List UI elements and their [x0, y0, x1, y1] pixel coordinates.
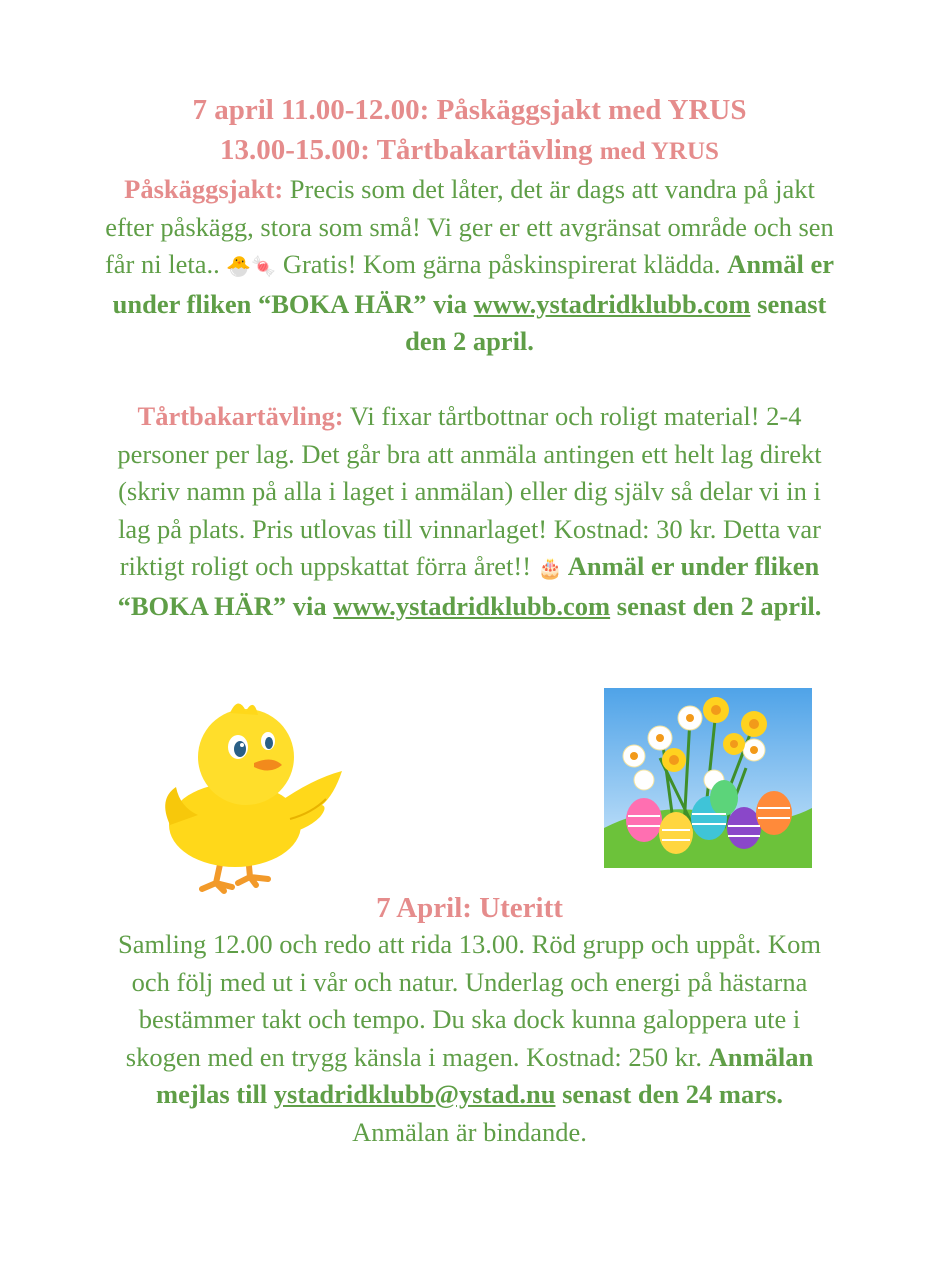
event1-deadline: senast den 2 april. [405, 288, 827, 356]
event2-deadline: senast den 2 april. [610, 590, 822, 621]
event2-cta: Anmäl er under fliken “BOKA HÄR” via [117, 551, 820, 621]
event2-label: Tårtbakartävling: [137, 401, 344, 431]
event2-paragraph [100, 398, 839, 625]
event1-text2: Gratis! Kom gärna påskinspirerat klädda. [276, 249, 728, 279]
event1-text1: Precis som det låter, det är dags att vandra på jakt efter påskägg, stora som små! Vi ger er ett avgränsat område och sen får ni leta.. [104, 174, 834, 279]
hatching-chick-emoji-icon: 🐣 [226, 254, 252, 278]
event3-text: Samling 12.00 och redo att rida 13.00. Röd grupp och uppåt. Kom och följ med ut i vår och natur. Underlag och energi på hästarna bestämmer takt och tempo. Du ska dock kunna galoppera ute i skogen med en trygg känsla i magen. Kostnad: 250 kr. [118, 929, 821, 1072]
event2-section [100, 398, 839, 625]
event3-footer: Anmälan är bindande. [352, 1116, 587, 1147]
event3-deadline: senast den 24 mars. [555, 1079, 783, 1109]
event2-website-link[interactable]: www.ystadridklubb.com [333, 590, 611, 621]
event1-heading2-small: med YRUS [599, 138, 719, 165]
candy-emoji-icon: 🍬 [251, 254, 277, 278]
event1-heading2-main: 13.00-15.00: Tårtbakartävling [220, 134, 593, 166]
event1-heading2 [100, 130, 839, 172]
event1-paragraph [100, 171, 839, 361]
chick-illustration-icon [150, 695, 350, 895]
event3-cta: Anmälan mejlas till [156, 1041, 814, 1109]
event3-paragraph [100, 926, 839, 1151]
event1-heading1: 7 april 11.00-12.00: Påskäggsjakt med YRUS [192, 94, 747, 126]
event1-website-link[interactable]: www.ystadridklubb.com [473, 288, 751, 319]
easter-eggs-flowers-illustration-icon [604, 688, 812, 868]
event2-text: Vi fixar tårtbottnar och roligt material! 2-4 personer per lag. Det går bra att anmäla antingen ett helt lag direkt (skriv namn på alla i laget i anmälan) eller dig själv så delar vi in i lag på plats. Pris utlovas till vinnarlaget! Kostnad: 30 kr. Detta var riktigt roligt och uppskattat förra året!! [117, 401, 822, 581]
birthday-cake-emoji-icon: 🎂 [537, 556, 563, 580]
event3-heading: 7 April: Uteritt [376, 892, 563, 924]
event3-section [100, 888, 839, 1151]
event1-label: Påskäggsjakt: [124, 174, 284, 204]
event1-section [100, 90, 839, 361]
event3-email-link[interactable]: ystadridklubb@ystad.nu [273, 1079, 556, 1109]
event1-cta: Anmäl er under fliken “BOKA HÄR” via [112, 249, 835, 319]
